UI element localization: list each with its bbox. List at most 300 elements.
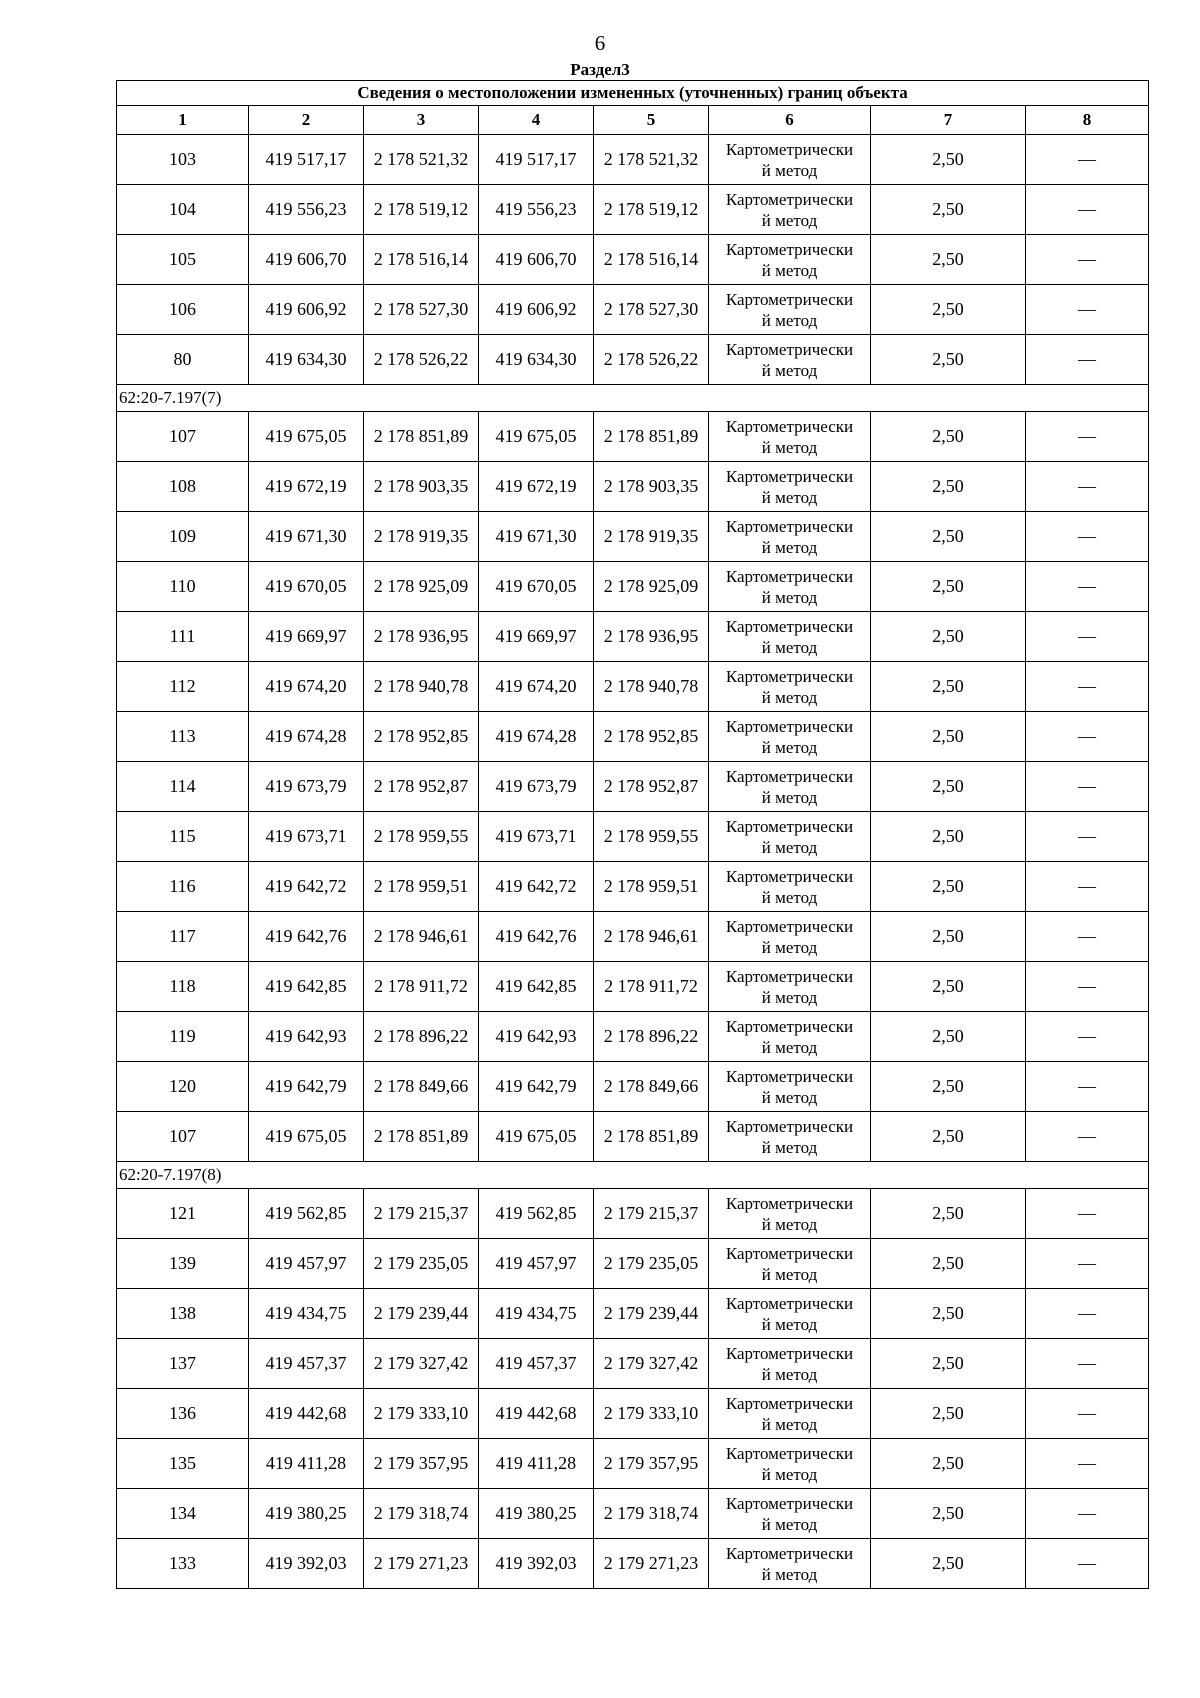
accuracy-value: 2,50 [871, 185, 1026, 235]
accuracy-value: 2,50 [871, 812, 1026, 862]
coordinate-x: 419 434,75 [479, 1289, 594, 1339]
method-text-line1: Картометрически [725, 1343, 854, 1363]
table-row [117, 612, 1149, 662]
coordinate-x: 419 380,25 [479, 1489, 594, 1539]
method-text-line1: Картометрически [725, 1243, 854, 1263]
method-cell [709, 335, 871, 385]
table-row [117, 412, 1149, 462]
point-number: 112 [117, 662, 249, 712]
coordinate-x: 419 642,76 [479, 912, 594, 962]
coordinate-x: 419 606,92 [479, 285, 594, 335]
coordinate-x: 419 411,28 [249, 1439, 364, 1489]
coordinate-y: 2 178 952,87 [594, 762, 709, 812]
coordinate-x: 419 671,30 [249, 512, 364, 562]
empty-mark: — [1026, 135, 1149, 185]
method-cell [709, 662, 871, 712]
method-text-line2: й метод [761, 1364, 818, 1384]
method-cell [709, 762, 871, 812]
method-text-line2: й метод [761, 637, 818, 657]
method-text-line1: Картометрически [725, 616, 854, 636]
point-number: 115 [117, 812, 249, 862]
group-header-row [117, 385, 1149, 412]
coordinate-x: 419 672,19 [479, 462, 594, 512]
coordinate-y: 2 179 271,23 [364, 1539, 479, 1589]
coordinate-x: 419 442,68 [479, 1389, 594, 1439]
empty-mark: — [1026, 1289, 1149, 1339]
method-text-line1: Картометрически [725, 1293, 854, 1313]
method-text-line2: й метод [761, 360, 818, 380]
coordinate-x: 419 562,85 [249, 1189, 364, 1239]
point-number: 103 [117, 135, 249, 185]
point-number: 107 [117, 1112, 249, 1162]
method-cell [709, 285, 871, 335]
method-cell [709, 1239, 871, 1289]
coordinate-y: 2 179 327,42 [594, 1339, 709, 1389]
method-text-line1: Картометрически [725, 666, 854, 686]
method-cell [709, 712, 871, 762]
coordinate-x: 419 434,75 [249, 1289, 364, 1339]
empty-mark: — [1026, 185, 1149, 235]
method-text-line2: й метод [761, 260, 818, 280]
table-row [117, 562, 1149, 612]
coordinate-x: 419 380,25 [249, 1489, 364, 1539]
coordinate-y: 2 178 952,87 [364, 762, 479, 812]
coordinate-y: 2 178 959,55 [594, 812, 709, 862]
method-text-line1: Картометрически [725, 1116, 854, 1136]
coordinate-y: 2 179 215,37 [594, 1189, 709, 1239]
method-text-line2: й метод [761, 987, 818, 1007]
empty-mark: — [1026, 812, 1149, 862]
column-headers-row [117, 106, 1149, 135]
column-header: 6 [709, 106, 871, 135]
method-cell [709, 1539, 871, 1589]
coordinate-x: 419 457,97 [479, 1239, 594, 1289]
coordinate-x: 419 442,68 [249, 1389, 364, 1439]
empty-mark: — [1026, 412, 1149, 462]
method-text-line1: Картометрически [725, 239, 854, 259]
method-text-line1: Картометрически [725, 1393, 854, 1413]
empty-mark: — [1026, 1189, 1149, 1239]
coordinate-y: 2 178 519,12 [594, 185, 709, 235]
method-cell [709, 412, 871, 462]
coordinate-y: 2 178 519,12 [364, 185, 479, 235]
coordinate-x: 419 392,03 [249, 1539, 364, 1589]
column-header: 4 [479, 106, 594, 135]
coordinate-x: 419 606,70 [249, 235, 364, 285]
point-number: 117 [117, 912, 249, 962]
column-header: 3 [364, 106, 479, 135]
table-row [117, 1389, 1149, 1439]
accuracy-value: 2,50 [871, 1189, 1026, 1239]
section-title: Раздел3 [570, 60, 630, 79]
method-cell [709, 1439, 871, 1489]
accuracy-value: 2,50 [871, 412, 1026, 462]
coordinate-y: 2 178 952,85 [594, 712, 709, 762]
coordinate-y: 2 179 271,23 [594, 1539, 709, 1589]
coordinate-x: 419 671,30 [479, 512, 594, 562]
empty-mark: — [1026, 712, 1149, 762]
accuracy-value: 2,50 [871, 662, 1026, 712]
method-text-line2: й метод [761, 1264, 818, 1284]
point-number: 120 [117, 1062, 249, 1112]
accuracy-value: 2,50 [871, 335, 1026, 385]
method-text-line2: й метод [761, 737, 818, 757]
coordinate-y: 2 178 936,95 [594, 612, 709, 662]
method-cell [709, 812, 871, 862]
accuracy-value: 2,50 [871, 1339, 1026, 1389]
table-row [117, 1439, 1149, 1489]
method-cell [709, 562, 871, 612]
boundary-coordinates-table [116, 80, 1149, 1589]
coordinate-x: 419 674,20 [479, 662, 594, 712]
point-number: 106 [117, 285, 249, 335]
empty-mark: — [1026, 662, 1149, 712]
point-number: 104 [117, 185, 249, 235]
coordinate-y: 2 178 959,51 [364, 862, 479, 912]
coordinate-x: 419 675,05 [249, 412, 364, 462]
table-caption: Сведения о местоположении измененных (уточненных) границ объекта [117, 81, 1149, 106]
coordinate-x: 419 674,28 [249, 712, 364, 762]
point-number: 133 [117, 1539, 249, 1589]
method-text-line2: й метод [761, 1037, 818, 1057]
table-row [117, 712, 1149, 762]
coordinate-y: 2 178 925,09 [594, 562, 709, 612]
coordinate-x: 419 642,85 [249, 962, 364, 1012]
method-cell [709, 962, 871, 1012]
empty-mark: — [1026, 1062, 1149, 1112]
coordinate-y: 2 179 333,10 [364, 1389, 479, 1439]
table-row [117, 1012, 1149, 1062]
coordinate-y: 2 178 903,35 [594, 462, 709, 512]
empty-mark: — [1026, 1489, 1149, 1539]
coordinate-y: 2 178 851,89 [364, 1112, 479, 1162]
accuracy-value: 2,50 [871, 1489, 1026, 1539]
method-text-line1: Картометрически [725, 139, 854, 159]
method-text-line2: й метод [761, 1564, 818, 1584]
method-text-line2: й метод [761, 1137, 818, 1157]
point-number: 116 [117, 862, 249, 912]
coordinate-y: 2 178 526,22 [594, 335, 709, 385]
coordinate-x: 419 675,05 [479, 412, 594, 462]
method-cell [709, 912, 871, 962]
accuracy-value: 2,50 [871, 1112, 1026, 1162]
method-text-line1: Картометрически [725, 816, 854, 836]
accuracy-value: 2,50 [871, 285, 1026, 335]
method-text-line1: Картометрически [725, 416, 854, 436]
coordinate-y: 2 178 849,66 [364, 1062, 479, 1112]
point-number: 105 [117, 235, 249, 285]
coordinate-x: 419 556,23 [479, 185, 594, 235]
accuracy-value: 2,50 [871, 562, 1026, 612]
point-number: 135 [117, 1439, 249, 1489]
coordinate-y: 2 178 919,35 [364, 512, 479, 562]
method-text-line1: Картометрически [725, 189, 854, 209]
coordinate-x: 419 642,76 [249, 912, 364, 962]
table-row [117, 1289, 1149, 1339]
empty-mark: — [1026, 562, 1149, 612]
column-header: 1 [117, 106, 249, 135]
coordinate-x: 419 670,05 [249, 562, 364, 612]
table-row [117, 285, 1149, 335]
coordinate-y: 2 178 527,30 [594, 285, 709, 335]
coordinate-x: 419 457,37 [479, 1339, 594, 1389]
method-text-line1: Картометрически [725, 766, 854, 786]
method-text-line1: Картометрически [725, 466, 854, 486]
method-text-line1: Картометрически [725, 516, 854, 536]
empty-mark: — [1026, 1389, 1149, 1439]
coordinate-x: 419 673,79 [479, 762, 594, 812]
method-cell [709, 612, 871, 662]
method-cell [709, 1289, 871, 1339]
coordinate-x: 419 642,93 [479, 1012, 594, 1062]
coordinate-y: 2 179 215,37 [364, 1189, 479, 1239]
coordinate-y: 2 178 940,78 [594, 662, 709, 712]
empty-mark: — [1026, 612, 1149, 662]
method-cell [709, 862, 871, 912]
method-text-line1: Картометрически [725, 866, 854, 886]
table-body [117, 81, 1149, 1589]
method-text-line2: й метод [761, 1087, 818, 1107]
column-header: 2 [249, 106, 364, 135]
coordinate-y: 2 178 516,14 [594, 235, 709, 285]
coordinate-x: 419 669,97 [249, 612, 364, 662]
coordinate-x: 419 517,17 [479, 135, 594, 185]
method-text-line2: й метод [761, 687, 818, 707]
table-row [117, 812, 1149, 862]
method-text-line1: Картометрически [725, 289, 854, 309]
coordinate-x: 419 672,19 [249, 462, 364, 512]
coordinate-x: 419 642,72 [249, 862, 364, 912]
accuracy-value: 2,50 [871, 862, 1026, 912]
method-text-line1: Картометрически [725, 966, 854, 986]
point-number: 138 [117, 1289, 249, 1339]
point-number: 111 [117, 612, 249, 662]
coordinate-x: 419 642,85 [479, 962, 594, 1012]
method-text-line1: Картометрически [725, 1193, 854, 1213]
table-row [117, 185, 1149, 235]
accuracy-value: 2,50 [871, 1289, 1026, 1339]
coordinate-y: 2 179 357,95 [594, 1439, 709, 1489]
coordinate-x: 419 642,79 [249, 1062, 364, 1112]
coordinate-x: 419 457,37 [249, 1339, 364, 1389]
accuracy-value: 2,50 [871, 1439, 1026, 1489]
coordinate-x: 419 642,79 [479, 1062, 594, 1112]
method-text-line1: Картометрически [725, 1443, 854, 1463]
empty-mark: — [1026, 1339, 1149, 1389]
coordinate-x: 419 634,30 [479, 335, 594, 385]
point-number: 108 [117, 462, 249, 512]
coordinate-y: 2 179 333,10 [594, 1389, 709, 1439]
point-number: 121 [117, 1189, 249, 1239]
coordinate-y: 2 179 318,74 [594, 1489, 709, 1539]
coordinate-x: 419 457,97 [249, 1239, 364, 1289]
accuracy-value: 2,50 [871, 462, 1026, 512]
coordinate-y: 2 178 521,32 [594, 135, 709, 185]
point-number: 118 [117, 962, 249, 1012]
accuracy-value: 2,50 [871, 1539, 1026, 1589]
method-cell [709, 1112, 871, 1162]
coordinate-y: 2 178 903,35 [364, 462, 479, 512]
method-text-line2: й метод [761, 1514, 818, 1534]
method-text-line1: Картометрически [725, 1543, 854, 1563]
empty-mark: — [1026, 335, 1149, 385]
method-text-line2: й метод [761, 487, 818, 507]
method-text-line2: й метод [761, 937, 818, 957]
coordinate-x: 419 674,28 [479, 712, 594, 762]
coordinate-x: 419 675,05 [479, 1112, 594, 1162]
method-text-line2: й метод [761, 837, 818, 857]
table-row [117, 762, 1149, 812]
method-text-line1: Картометрически [725, 566, 854, 586]
method-text-line2: й метод [761, 587, 818, 607]
table-row [117, 235, 1149, 285]
table-row [117, 1489, 1149, 1539]
coordinate-y: 2 179 327,42 [364, 1339, 479, 1389]
coordinate-x: 419 556,23 [249, 185, 364, 235]
coordinate-y: 2 178 851,89 [364, 412, 479, 462]
coordinate-y: 2 179 235,05 [364, 1239, 479, 1289]
coordinate-x: 419 562,85 [479, 1189, 594, 1239]
page-number: 6 [594, 31, 606, 55]
method-text-line2: й метод [761, 787, 818, 807]
coordinate-y: 2 178 946,61 [364, 912, 479, 962]
method-cell [709, 135, 871, 185]
point-number: 137 [117, 1339, 249, 1389]
coordinate-y: 2 178 911,72 [594, 962, 709, 1012]
empty-mark: — [1026, 1539, 1149, 1589]
method-text-line2: й метод [761, 437, 818, 457]
point-number: 114 [117, 762, 249, 812]
point-number: 109 [117, 512, 249, 562]
coordinate-x: 419 673,79 [249, 762, 364, 812]
method-cell [709, 1189, 871, 1239]
coordinate-y: 2 178 516,14 [364, 235, 479, 285]
table-row [117, 662, 1149, 712]
accuracy-value: 2,50 [871, 512, 1026, 562]
empty-mark: — [1026, 285, 1149, 335]
coordinate-x: 419 673,71 [479, 812, 594, 862]
coordinate-y: 2 178 940,78 [364, 662, 479, 712]
method-cell [709, 1012, 871, 1062]
table-row [117, 1062, 1149, 1112]
coordinate-y: 2 178 896,22 [594, 1012, 709, 1062]
coordinate-y: 2 178 952,85 [364, 712, 479, 762]
coordinate-x: 419 634,30 [249, 335, 364, 385]
coordinate-y: 2 178 851,89 [594, 412, 709, 462]
table-row [117, 862, 1149, 912]
coordinate-y: 2 178 527,30 [364, 285, 479, 335]
empty-mark: — [1026, 462, 1149, 512]
method-text-line2: й метод [761, 537, 818, 557]
method-text-line1: Картометрически [725, 1066, 854, 1086]
coordinate-y: 2 178 959,51 [594, 862, 709, 912]
table-row [117, 1189, 1149, 1239]
method-cell [709, 1389, 871, 1439]
coordinate-x: 419 392,03 [479, 1539, 594, 1589]
coordinate-y: 2 178 896,22 [364, 1012, 479, 1062]
coordinate-y: 2 179 239,44 [364, 1289, 479, 1339]
group-label: 62:20-7.197(7) [117, 385, 1149, 412]
coordinate-y: 2 178 936,95 [364, 612, 479, 662]
accuracy-value: 2,50 [871, 1239, 1026, 1289]
point-number: 80 [117, 335, 249, 385]
empty-mark: — [1026, 1439, 1149, 1489]
coordinate-x: 419 673,71 [249, 812, 364, 862]
accuracy-value: 2,50 [871, 235, 1026, 285]
table-row [117, 462, 1149, 512]
coordinate-y: 2 178 925,09 [364, 562, 479, 612]
coordinate-y: 2 178 526,22 [364, 335, 479, 385]
table-row [117, 512, 1149, 562]
method-text-line1: Картометрически [725, 1493, 854, 1513]
accuracy-value: 2,50 [871, 712, 1026, 762]
empty-mark: — [1026, 962, 1149, 1012]
table-row [117, 1112, 1149, 1162]
column-header: 5 [594, 106, 709, 135]
coordinate-y: 2 178 851,89 [594, 1112, 709, 1162]
coordinate-y: 2 178 946,61 [594, 912, 709, 962]
table-row [117, 962, 1149, 1012]
empty-mark: — [1026, 862, 1149, 912]
accuracy-value: 2,50 [871, 962, 1026, 1012]
point-number: 119 [117, 1012, 249, 1062]
method-cell [709, 512, 871, 562]
accuracy-value: 2,50 [871, 612, 1026, 662]
method-text-line2: й метод [761, 160, 818, 180]
point-number: 139 [117, 1239, 249, 1289]
method-text-line1: Картометрически [725, 916, 854, 936]
method-text-line2: й метод [761, 310, 818, 330]
coordinate-x: 419 411,28 [479, 1439, 594, 1489]
table-row [117, 1539, 1149, 1589]
table-row [117, 1339, 1149, 1389]
empty-mark: — [1026, 512, 1149, 562]
table-row [117, 1239, 1149, 1289]
point-number: 110 [117, 562, 249, 612]
coordinate-y: 2 178 521,32 [364, 135, 479, 185]
accuracy-value: 2,50 [871, 1012, 1026, 1062]
coordinate-y: 2 179 318,74 [364, 1489, 479, 1539]
method-cell [709, 1062, 871, 1112]
coordinate-x: 419 606,92 [249, 285, 364, 335]
point-number: 136 [117, 1389, 249, 1439]
column-header: 7 [871, 106, 1026, 135]
empty-mark: — [1026, 1012, 1149, 1062]
coordinate-y: 2 178 911,72 [364, 962, 479, 1012]
coordinate-y: 2 179 357,95 [364, 1439, 479, 1489]
coordinate-y: 2 179 235,05 [594, 1239, 709, 1289]
method-text-line1: Картометрически [725, 339, 854, 359]
coordinate-x: 419 670,05 [479, 562, 594, 612]
coordinate-x: 419 674,20 [249, 662, 364, 712]
coordinate-y: 2 178 849,66 [594, 1062, 709, 1112]
table-row [117, 912, 1149, 962]
method-text-line2: й метод [761, 887, 818, 907]
table-row [117, 135, 1149, 185]
method-text-line2: й метод [761, 210, 818, 230]
method-text-line2: й метод [761, 1414, 818, 1434]
accuracy-value: 2,50 [871, 1389, 1026, 1439]
coordinate-x: 419 606,70 [479, 235, 594, 285]
method-cell [709, 1489, 871, 1539]
method-text-line2: й метод [761, 1214, 818, 1234]
empty-mark: — [1026, 762, 1149, 812]
empty-mark: — [1026, 235, 1149, 285]
coordinate-x: 419 642,93 [249, 1012, 364, 1062]
method-cell [709, 1339, 871, 1389]
method-text-line2: й метод [761, 1314, 818, 1334]
coordinate-x: 419 517,17 [249, 135, 364, 185]
